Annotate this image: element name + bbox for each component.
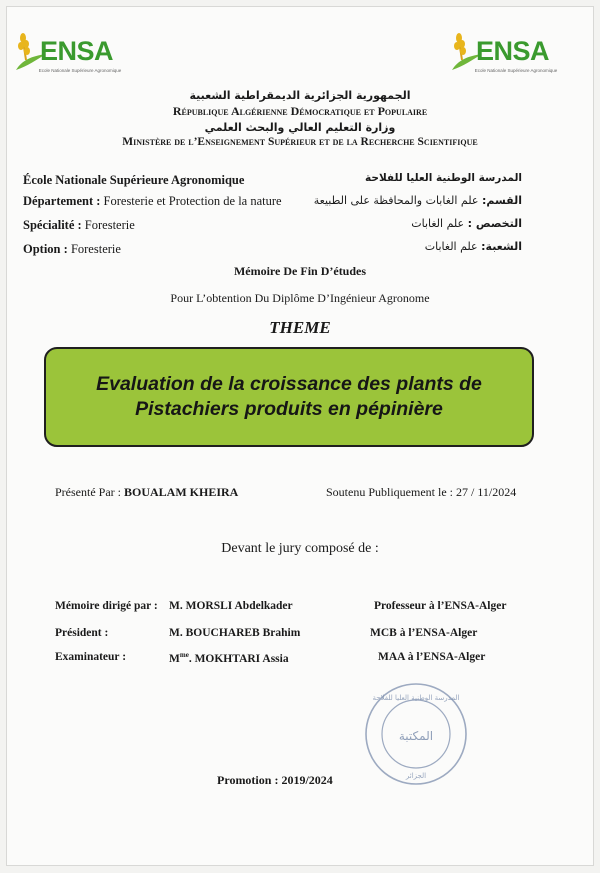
jury-title: Professeur à l’ENSA-Alger bbox=[374, 600, 507, 612]
option-label: Option : bbox=[23, 242, 68, 256]
logo-name: ENSA bbox=[40, 36, 114, 66]
school-name-arabic: المدرسة الوطنية العليا للفلاحة bbox=[365, 172, 522, 184]
stamp-ring-text: المدرسة الوطنية العليا للفلاحة bbox=[372, 694, 460, 702]
jury-intro: Devant le jury composé de : bbox=[221, 541, 379, 556]
speciality-arabic-value: علم الغابات bbox=[411, 217, 465, 230]
speciality-row bbox=[23, 218, 135, 233]
jury-title: MAA à l’ENSA-Alger bbox=[378, 651, 486, 663]
option-value: Foresterie bbox=[70, 242, 121, 256]
speciality-label: Spécialité : bbox=[23, 218, 82, 232]
jury-name: . MOKHTARI Assia bbox=[188, 652, 289, 665]
department-arabic-value: علم الغابات والمحافظة على الطبيعة bbox=[313, 194, 479, 207]
jury-role: Mémoire dirigé par : bbox=[55, 600, 158, 612]
option-arabic-value: علم الغابات bbox=[424, 240, 478, 253]
presented-by bbox=[55, 485, 238, 500]
theme-label: THEME bbox=[269, 318, 331, 337]
department-arabic-label: القسم: bbox=[481, 194, 522, 207]
school-name-french: École Nationale Supérieure Agronomique bbox=[23, 173, 245, 187]
diploma-purpose: Pour L’obtention Du Diplôme D’Ingénieur Agronome bbox=[170, 291, 430, 305]
republic-french: République Algérienne Démocratique et Populaire bbox=[172, 104, 428, 118]
ensa-logo-right bbox=[448, 30, 558, 80]
jury-role: Examinateur : bbox=[55, 651, 127, 663]
thesis-title-box bbox=[44, 347, 534, 447]
defended-date: 27 / 11/2024 bbox=[456, 485, 517, 499]
defense-date bbox=[326, 485, 516, 500]
jury-name: M. MORSLI Abdelkader bbox=[169, 600, 293, 612]
jury-role: Président : bbox=[55, 627, 109, 639]
ministry-french: Ministère de l’Enseignement Supérieur et de la Recherche Scientifique bbox=[122, 136, 478, 148]
promotion-years: 2019/2024 bbox=[281, 773, 333, 787]
speciality-value: Foresterie bbox=[84, 218, 135, 232]
presented-label: Présenté Par : bbox=[55, 485, 121, 499]
jury-title: MCB à l’ENSA-Alger bbox=[370, 627, 478, 639]
memoire-heading: Mémoire De Fin D’études bbox=[233, 264, 367, 278]
jury-name: M. BOUCHAREB Brahim bbox=[169, 627, 301, 639]
jury-name-examiner bbox=[169, 651, 289, 665]
option-row bbox=[23, 242, 121, 257]
stamp-bottom-text: الجزائر bbox=[405, 772, 427, 780]
department-label: Département : bbox=[23, 194, 101, 208]
department-row bbox=[23, 194, 282, 209]
republic-arabic: الجمهورية الجزائرية الديمقراطية الشعبية bbox=[189, 89, 411, 102]
logo-name: ENSA bbox=[476, 36, 550, 66]
speciality-arabic-row bbox=[322, 217, 522, 230]
ensa-logo-left bbox=[12, 30, 122, 80]
defended-label: Soutenu Publiquement le : bbox=[326, 485, 453, 499]
presented-name: BOUALAM KHEIRA bbox=[123, 485, 239, 499]
jury-name-prefix: M bbox=[169, 652, 180, 665]
option-arabic-row bbox=[322, 240, 522, 253]
ministry-arabic: وزارة التعليم العالي والبحث العلمي bbox=[204, 121, 396, 134]
speciality-arabic-label: التخصص : bbox=[467, 217, 522, 230]
department-arabic-row bbox=[282, 194, 522, 207]
library-stamp-icon bbox=[362, 680, 470, 788]
stamp-center-text: المكتبة bbox=[398, 729, 434, 743]
jury-name-sup: me bbox=[179, 651, 189, 659]
department-value: Foresterie et Protection de la nature bbox=[103, 194, 282, 208]
thesis-title-line-1: Evaluation de la croissance des plants de bbox=[96, 373, 482, 395]
logo-subtitle: Ecole Nationale Supérieure Agronomique bbox=[474, 68, 558, 73]
option-arabic-label: الشعبة: bbox=[481, 240, 522, 253]
thesis-title-line-2: Pistachiers produits en pépinière bbox=[135, 398, 443, 420]
promotion-label: Promotion : bbox=[217, 773, 279, 787]
promotion bbox=[217, 773, 333, 788]
logo-subtitle: Ecole Nationale Supérieure Agronomique bbox=[38, 68, 122, 73]
